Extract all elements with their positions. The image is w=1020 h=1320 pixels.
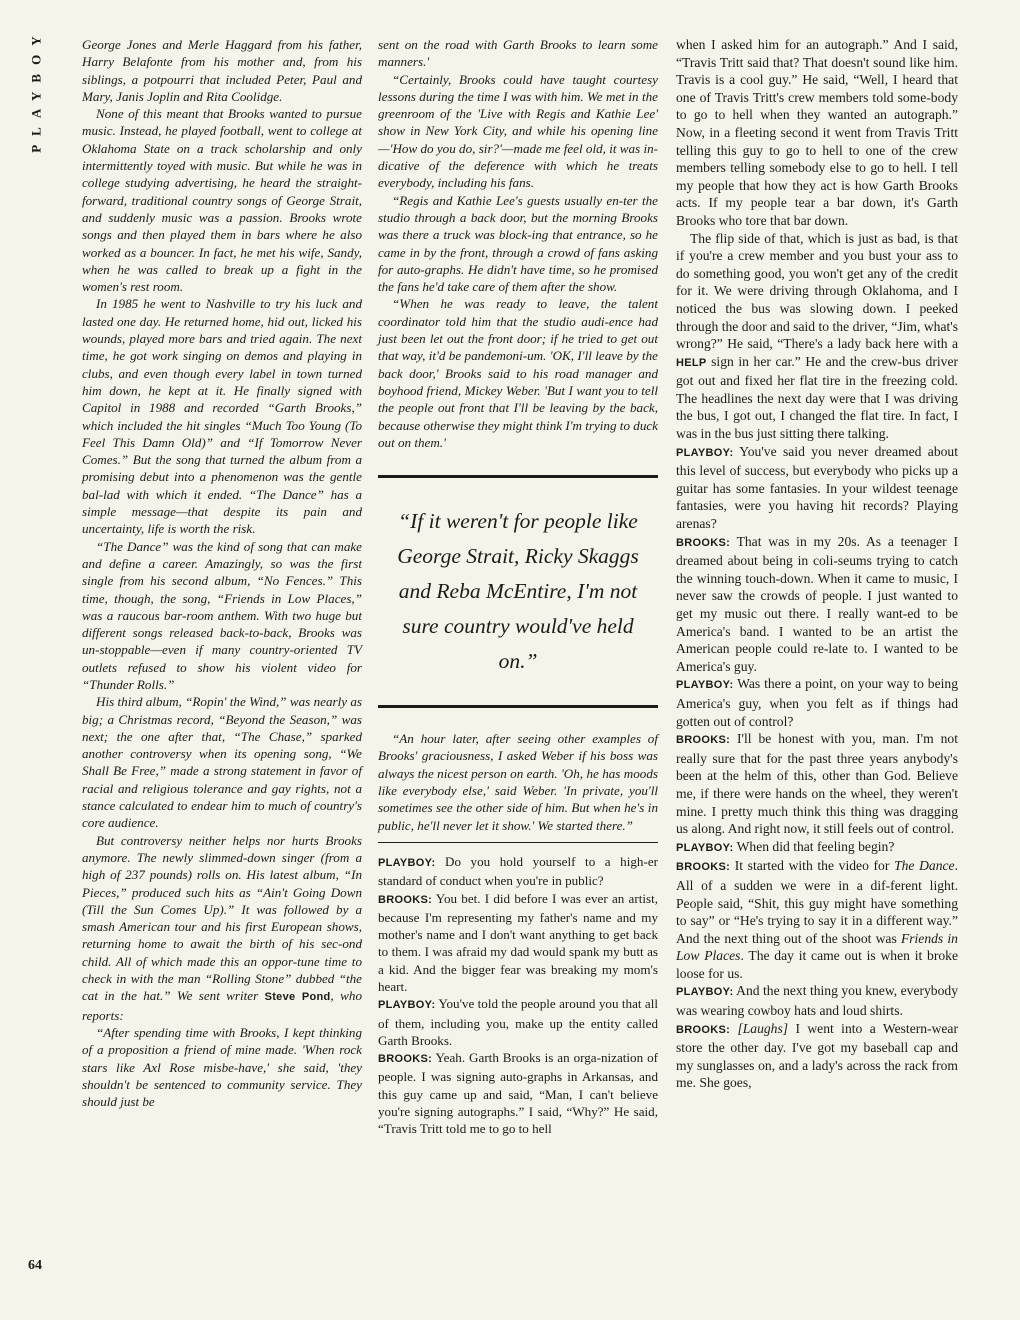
- qa-item: [676, 1020, 958, 1092]
- paragraph-text: The flip side of that, which is just as bad, is that if you're a crew member and you bust your ass to do something good, you won't get any of the credit for it. We were driving through Oklahoma, and I noticed the bus was slowing down. I peeked through the door and said to the driver, “Jim, what's wrong?” He said, “There's a lady back here with a: [676, 230, 958, 352]
- song-title: Friends in Low Places: [676, 930, 958, 964]
- help-sign: HELP: [676, 356, 707, 369]
- qa-text: It started with the video for: [734, 858, 890, 874]
- paragraph: None of this meant that Brooks wanted to pursue music. Instead, he played football, went to college at Oklahoma State on a track scholarship and only intermittently toyed with music. But while he was in college studying advertising, he heard the straight-forward, traditional country songs of George Strait, and suddenly music was a passion. Brooks wrote songs and then played them in bars where he also worked as a bouncer. In fact, he met his wife, Sandy, when he was called to break up a fight in the women's rest room.: [82, 106, 362, 295]
- speaker: BROOKS:: [676, 1023, 731, 1036]
- pull-quote: “If it weren't for people like George Strait, Ricky Skaggs and Reba McEntire, I'm not sure country would've held on.”: [378, 475, 658, 708]
- qa-text: You've told the people around you that all of them, including you, make up the entity called Garth Brooks.: [378, 996, 658, 1048]
- speaker: PLAYBOY:: [676, 841, 734, 854]
- qa-item: [676, 730, 958, 838]
- qa-item: [676, 443, 958, 533]
- paragraph: George Jones and Merle Haggard from his father, Harry Belafonte from his mother and, from his siblings, a potpourri that included Peter, Paul and Mary, Janis Joplin and Rita Coolidge.: [82, 37, 362, 104]
- paragraph: “An hour later, after seeing other examples of Brooks' graciousness, I asked Weber if his boss was always the nicest person on earth. 'Oh, he has moods like everybody else,' said Weber. 'In private, you'll sometimes see the other side of him. But when he's in public, he'll never let it show.' We started there.”: [378, 731, 658, 833]
- paragraph: [676, 230, 958, 443]
- paragraph: “Certainly, Brooks could have taught courtesy lessons during the time I was with him. We met in the greenroom of the 'Live with Regis and Kathie Lee' show in New York City, and while his opening line—'How do you do, sir?'—made me feel old, it was in-dicative of the deference with which he treats everybody, including his fans.: [378, 71, 658, 191]
- qa-text: You've said you never dreamed about this level of success, but everybody who picks up a guitar has some fantasies. In your wildest teenage fantasies, were you having hit records? Playing arenas?: [676, 443, 958, 532]
- running-head-text: PLAYBOY: [28, 27, 44, 153]
- qa-text: Yeah. Garth Brooks is an orga-nization of people. I was signing auto-graphs in Arkansas, and this guy came up and said, “Man, I can't believe you're signing autographs.” I said, “Why?” He said, “Travis Tritt told me to go to hell: [378, 1050, 658, 1137]
- writer-name: Steve Pond: [264, 991, 331, 1004]
- speaker: PLAYBOY:: [676, 679, 734, 692]
- qa-item: [378, 890, 658, 996]
- qa-text: I went into a Western-wear store the other day. I've got my baseball cap and my sunglasses on, and a lady's across the rack from me. She goes,: [676, 1020, 958, 1091]
- qa-text: When did that feeling begin?: [736, 838, 895, 854]
- qa-item: [676, 857, 958, 982]
- paragraph: “When he was ready to leave, the talent coordinator told him that the studio audi-ence had just been let out the front door; if he tried to get out that way, it'd be pandemoni-um. 'OK, I'll leave by the back door,' Brooks said to his road manager and boyhood friend, Mickey Weber. 'But I want you to tell the people out front that I'll be leaving by the back, because otherwise they might think I'm trying to duck out on them.': [378, 296, 658, 450]
- qa-item: [676, 982, 958, 1019]
- qa-text: And the next thing you knew, everybody was wearing cowboy hats and loud shirts.: [676, 983, 958, 1019]
- speaker: BROOKS:: [676, 861, 731, 874]
- speaker: BROOKS:: [676, 734, 731, 747]
- stage-direction: [Laughs]: [737, 1020, 789, 1036]
- column-3: [676, 36, 958, 1092]
- intro-continued: [378, 36, 658, 451]
- qa-text: Do you hold yourself to a high-er standard of conduct when you're in public?: [378, 853, 658, 889]
- paragraph: sent on the road with Garth Brooks to learn some manners.': [378, 37, 658, 70]
- qa-item: [378, 1049, 658, 1137]
- speaker: BROOKS:: [378, 1053, 433, 1066]
- speaker: BROOKS:: [378, 893, 433, 906]
- qa-item: [676, 533, 958, 676]
- divider: [378, 842, 658, 843]
- column-1: [82, 36, 362, 1110]
- qa-text: . The day it came out is when it broke loose for us.: [676, 948, 958, 981]
- paragraph-text: But controversy neither helps nor hurts Brooks anymore. The newly slimmed-down singer (from a high of 237 pounds) rolls on. His latest album, “In Pieces,” produced such hits as “Ain't Going Down (Till the Sun Comes Up).” It was followed by a smash American tour and his first European shows, returning home to await the birth of his sec-ond child. All of which made this an oppor-tune time to check in with the man “Rolling Stone” dubbed “the cat in the hat.” We sent writer: [82, 832, 362, 1004]
- paragraph: when I asked him for an autograph.” And I said, “Travis Tritt said that? That doesn't sound like him. Travis is a cool guy.” He said, “Well, I heard that one of Travis Tritt's crew members told some-body to go to hell when they wanted an autograph.” Now, in a fleeting second it went from Travis Tritt telling this guy to go to hell to one of the crew members telling somebody else to go to hell. I tell my people that how they act is how Garth Brooks acts. If my people tear a bar down, it's Garth Brooks who tore that bar down.: [676, 37, 958, 228]
- qa-text: That was in my 20s. As a teenager I dreamed about being in coli-seums trying to catch the winning touch-down. When it came to music, I never saw the crowds of people. I just wanted to get my music out there. I really want-ed to be America's band. I wanted to be an artist the American people could re-late to. I wanted to be America's guy.: [676, 533, 958, 674]
- paragraph: “Regis and Kathie Lee's guests usually en-ter the studio through a back door, but the morning Brooks was there a truck was block-ing that entrance, so he came in by the front, through a crowd of fans asking for auto-graphs. He didn't have time, so he promised the fans he'd take care of them after the show.: [378, 192, 658, 295]
- paragraph: [82, 832, 362, 1024]
- paragraph-text: , who reports:: [82, 988, 362, 1023]
- speaker: PLAYBOY:: [676, 986, 734, 999]
- running-head: [26, 27, 48, 153]
- paragraph: In 1985 he went to Nashville to try his luck and lasted one day. He returned home, hid out, licked his wounds, played more bars and tried again. The next time, he got work singing on demos and playing in clubs, and even though every label in town turned him down, he kept at it. He finally signed with Capitol in 1988 and recorded “Garth Brooks,” which included the hit singles “Much Too Young (To Feel This Damn Old)” and “If Tomorrow Never Comes.” But the song that turned the album from a promising debut into a phenomenon was the gentle bal-lad with which it ended. “The Dance” has a simple message—that despite its pain and uncertainty, life is worth the risk.: [82, 296, 362, 537]
- paragraph: “The Dance” was the kind of song that can make and define a career. Amazingly, so was the first single from his second album, “No Fences.” This time, though, the song, “Friends in Low Places,” was a raucous bar-room anthem. With two huge but different songs released back-to-back, Brooks was un-stoppable—even if many country-oriented TV outlets refused to show his violent video for “Thunder Rolls.”: [82, 538, 362, 692]
- paragraph: “After spending time with Brooks, I kept thinking of a proposition a friend of mine made. 'When rock stars like Axl Rose misbe-have,' she said, 'they shouldn't be sentenced to community service. They should just be: [82, 1024, 362, 1110]
- qa-text: . All of a sudden we were in a dif-ferent light. People said, “Shit, this guy might have something to say” or “He's trying to say it in a different way.” And the next thing out of the shoot was: [676, 858, 958, 946]
- speaker: BROOKS:: [676, 536, 731, 549]
- video-title: The Dance: [894, 858, 955, 874]
- speaker: PLAYBOY:: [378, 999, 436, 1012]
- qa-text: You bet. I did before I was ever an artist, because I'm representing my father's name and my mother's name and I don't want anything to get back to them. I was afraid my dad would spank my butt as a kid. And the bigger fear was breaking my mom's heart.: [378, 890, 658, 994]
- page-number: 64: [28, 1258, 42, 1273]
- qa-item: [378, 853, 658, 890]
- qa-item: [378, 995, 658, 1049]
- speaker: PLAYBOY:: [378, 856, 436, 869]
- paragraph: His third album, “Ropin' the Wind,” was nearly as big; a Christmas record, “Beyond the Season,” was next; the one after that, “The Chase,” sparked another controversy when its opening song, “We Shall Be Free,” made a strong statement in favor of racial and religious tolerance and gay rights, not a stance calculated to endear him to much of country's core audience.: [82, 694, 362, 831]
- intro-end: [378, 730, 658, 834]
- qa-text: Was there a point, on your way to being America's guy, when you felt as if things had gotten out of control?: [676, 676, 959, 729]
- column-2: [378, 36, 658, 1138]
- qa-item: [676, 838, 958, 858]
- paragraph-text: sign in her car.” He and the crew-bus driver got out and fixed her flat tire in the freezing cold. The headlines the next day were that I was driving the bus, I got out, I changed the flat tire. In fact, I was in the bus just sitting there talking.: [676, 353, 959, 442]
- speaker: PLAYBOY:: [676, 446, 734, 459]
- qa-text: I'll be honest with you, man. I'm not really sure that for the past three years anybody's been at the helm of this, other than God. Believe me, if there were hands on the wheel, they weren't mine. I pretty much think this thing was dragging us along. And right now, it still feels out of control.: [676, 731, 958, 837]
- qa-item: [676, 675, 958, 730]
